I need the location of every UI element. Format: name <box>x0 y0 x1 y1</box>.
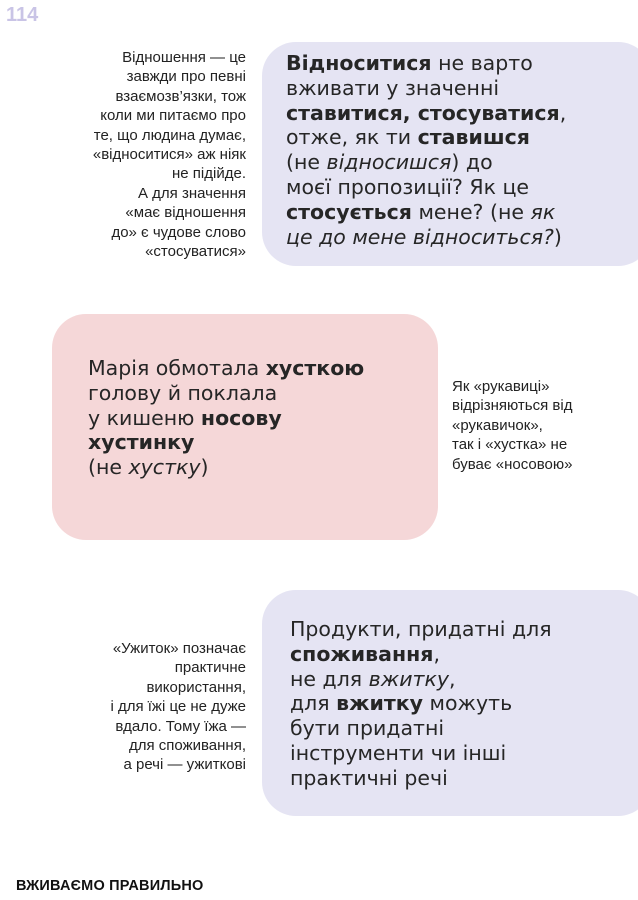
term-bold: стосується <box>286 199 412 224</box>
term-bold: споживання <box>290 641 434 666</box>
bubble-line <box>286 150 638 175</box>
text: (не <box>88 455 129 480</box>
section-heading: ВЖИВАЄМО ПРАВИЛЬНО <box>16 878 204 894</box>
text: ) до <box>451 150 493 175</box>
bubble-line <box>88 406 438 431</box>
text: , <box>559 100 567 125</box>
bubble-line <box>88 455 438 480</box>
text: отже, як ти <box>286 125 418 150</box>
term-bold: ставитися, стосуватися <box>286 100 560 125</box>
term-bold: носову <box>200 405 282 430</box>
text: не варто <box>431 51 533 75</box>
bubble-line <box>286 101 638 126</box>
usage-bubble-vidnosytysia <box>262 42 638 266</box>
bubble-line <box>290 691 638 716</box>
side-note-uzhytok: «Ужиток» позначає практичне використання, і для їжі це не дуже вдало. Тому їжа — для споживання, а речі — ужиткові <box>110 640 246 774</box>
page-number: 114 <box>6 4 39 26</box>
text: ) <box>553 224 562 249</box>
text: можуть <box>423 691 513 716</box>
bubble-line: Продукти, придатні для <box>290 617 552 641</box>
bubble-line: вживати у значенні <box>286 75 500 100</box>
term-bold: ставишся <box>417 125 530 150</box>
text: ) <box>200 455 209 480</box>
bubble-line <box>286 200 638 225</box>
text: у кишеню <box>88 405 201 430</box>
text: (не <box>286 150 327 175</box>
bubble-line <box>286 51 638 76</box>
term-bold: Відноситися <box>286 51 432 75</box>
bubble-line <box>290 642 638 667</box>
term-bold: хустинку <box>88 430 195 455</box>
usage-bubble-spozhyvannia <box>262 590 638 816</box>
bubble-line <box>88 430 438 455</box>
wrong-term-italic: це до мене відноситься? <box>286 224 554 249</box>
wrong-term-italic: вжитку <box>368 666 450 691</box>
bubble-line <box>286 225 638 250</box>
side-note-vidnosytysia: Відношення — це завжди про певні взаємозв’язки, тож коли ми питаємо про те, що людина думає, «відноситися» аж ніяк не підійде. А для значення «має відношення до» є чудове слово «стосуватися» <box>92 49 246 261</box>
bubble-line: моєї пропозиції? Як це <box>286 174 530 199</box>
term-bold: хусткою <box>265 356 365 380</box>
text: , <box>433 641 440 666</box>
side-note-khustka: Як «рукавиці» відрізняються від «рукавичок», так і «хустка» не буває «носовою» <box>452 378 573 473</box>
bubble-line: бути придатні <box>290 716 445 741</box>
text: не для <box>290 666 369 691</box>
text: для <box>290 691 337 716</box>
wrong-term-italic: відносишся <box>326 150 452 175</box>
text: Марія обмотала <box>88 356 266 380</box>
text: , <box>449 666 456 691</box>
bubble-line: практичні речі <box>290 765 448 790</box>
bubble-line <box>88 356 438 381</box>
term-bold: вжитку <box>336 691 424 716</box>
bubble-line <box>290 667 638 692</box>
usage-bubble-khustka <box>52 314 438 540</box>
bubble-line <box>286 125 638 150</box>
bubble-line: інструменти чи інші <box>290 740 507 765</box>
wrong-term-italic: як <box>530 199 556 224</box>
wrong-term-italic: хустку <box>128 455 201 480</box>
bubble-line: голову й поклала <box>88 380 278 405</box>
text: мене? (не <box>411 199 531 224</box>
